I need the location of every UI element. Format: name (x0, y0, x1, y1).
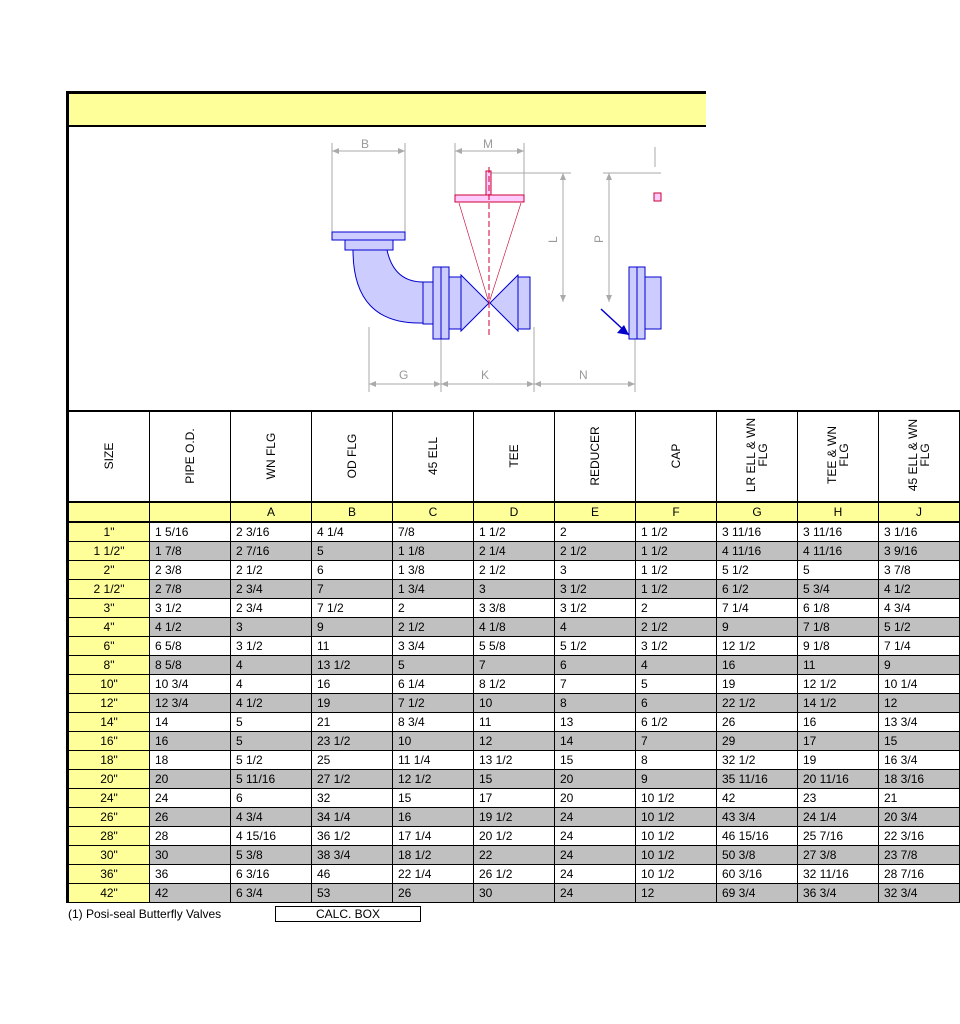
dimension-cell: 32 3/4 (879, 884, 960, 903)
table-letter-row (68, 502, 960, 522)
dimension-cell: 4 1/2 (150, 618, 231, 637)
dimension-cell: 24 (555, 865, 636, 884)
dimension-cell: 23 7/8 (879, 846, 960, 865)
dimension-cell: 28 7/16 (879, 865, 960, 884)
dimension-cell: 5 (636, 675, 717, 694)
dimension-cell: 17 (474, 789, 555, 808)
dimension-cell: 7 (636, 732, 717, 751)
dimension-cell: 6 (312, 561, 393, 580)
dimension-cell: 12 3/4 (150, 694, 231, 713)
dimension-cell: 38 3/4 (312, 846, 393, 865)
size-cell: 3" (68, 599, 150, 618)
dimension-cell: 3 11/16 (717, 522, 798, 542)
column-header-label: OD FLG (345, 433, 359, 479)
dimension-cell: 12 1/2 (393, 770, 474, 789)
dimension-cell: 3 3/8 (474, 599, 555, 618)
dim-label-k: K (481, 368, 490, 382)
size-cell: 30" (68, 846, 150, 865)
table-row (68, 827, 960, 846)
size-cell: 36" (68, 865, 150, 884)
dimension-cell: 7 (474, 656, 555, 675)
dimension-cell: 24 1/4 (798, 808, 879, 827)
dimension-cell: 17 1/4 (393, 827, 474, 846)
dimension-cell: 27 3/8 (798, 846, 879, 865)
title-bar-edge (66, 91, 69, 128)
dimension-cell: 12 (474, 732, 555, 751)
table-header-row (68, 411, 960, 502)
dimension-cell: 20 1/2 (474, 827, 555, 846)
title-bar (66, 91, 706, 127)
size-cell: 6" (68, 637, 150, 656)
dimension-cell: 20 (150, 770, 231, 789)
size-cell: 14" (68, 713, 150, 732)
dimension-cell: 9 1/8 (798, 637, 879, 656)
dimension-cell: 50 3/8 (717, 846, 798, 865)
column-header (68, 411, 150, 502)
dimension-cell: 6 (636, 694, 717, 713)
dimension-cell: 2 1/2 (231, 561, 312, 580)
dimension-cell: 32 1/2 (717, 751, 798, 770)
table-row (68, 865, 960, 884)
dimension-cell: 22 1/4 (393, 865, 474, 884)
column-header (798, 411, 879, 502)
column-header-label: WN FLG (264, 432, 278, 480)
dimension-cell: 8 (555, 694, 636, 713)
tee-fitting (601, 193, 661, 339)
column-letter: J (879, 502, 960, 522)
dimension-cell: 2 3/8 (150, 561, 231, 580)
dimension-cell: 16 (798, 713, 879, 732)
column-header-label: 45 ELL & WN FLG (906, 418, 932, 492)
column-letter: G (717, 502, 798, 522)
table-row (68, 637, 960, 656)
dimension-cell: 2 (393, 599, 474, 618)
dimension-cell: 24 (150, 789, 231, 808)
dimension-cell: 12 (879, 694, 960, 713)
dimension-cell: 5 3/4 (798, 580, 879, 599)
dimension-cell: 25 7/16 (798, 827, 879, 846)
column-header-label: REDUCER (588, 426, 602, 486)
dimension-cell: 16 (393, 808, 474, 827)
dimension-cell: 10 1/2 (636, 789, 717, 808)
dimension-cell: 4 15/16 (231, 827, 312, 846)
dimension-cell: 15 (555, 751, 636, 770)
dimension-cell: 23 (798, 789, 879, 808)
dimension-cell: 25 (312, 751, 393, 770)
dimension-cell: 3 9/16 (879, 542, 960, 561)
dimension-cell: 3 (231, 618, 312, 637)
dimension-cell: 4 11/16 (798, 542, 879, 561)
dimension-cell: 2 1/2 (555, 542, 636, 561)
table-row (68, 694, 960, 713)
table-row (68, 675, 960, 694)
dimension-cell: 3 1/2 (231, 637, 312, 656)
dimension-cell: 16 3/4 (879, 751, 960, 770)
dimension-cell: 18 (150, 751, 231, 770)
dimension-cell: 6 5/8 (150, 637, 231, 656)
dimension-cell: 32 (312, 789, 393, 808)
table-row (68, 732, 960, 751)
dimension-cell: 20 3/4 (879, 808, 960, 827)
column-header (555, 411, 636, 502)
dimension-cell: 13 1/2 (312, 656, 393, 675)
dimension-cell: 19 (717, 675, 798, 694)
dimension-cell: 2 (555, 522, 636, 542)
dimension-cell: 4 3/4 (231, 808, 312, 827)
dimension-cell: 42 (717, 789, 798, 808)
dimension-cell: 4 1/4 (312, 522, 393, 542)
size-cell: 1" (68, 522, 150, 542)
size-cell: 1 1/2" (68, 542, 150, 561)
dimension-cell: 3 1/2 (150, 599, 231, 618)
dimension-cell: 8 3/4 (393, 713, 474, 732)
table-row (68, 656, 960, 675)
dim-label-b: B (361, 137, 370, 151)
dimension-cell: 13 1/2 (474, 751, 555, 770)
table-row (68, 618, 960, 637)
dim-label-n: N (579, 368, 588, 382)
fittings-table (66, 410, 960, 903)
dimension-cell: 4 1/2 (879, 580, 960, 599)
dimension-cell: 2 1/4 (474, 542, 555, 561)
dimension-cell: 14 1/2 (798, 694, 879, 713)
dimension-cell: 1 3/4 (393, 580, 474, 599)
dimension-cell: 12 1/2 (798, 675, 879, 694)
dimension-cell: 15 (474, 770, 555, 789)
size-cell: 20" (68, 770, 150, 789)
dimension-cell: 2 1/2 (474, 561, 555, 580)
dimension-cell: 7 1/4 (717, 599, 798, 618)
dimension-cell: 11 (474, 713, 555, 732)
dimension-cell: 18 3/16 (879, 770, 960, 789)
column-header-label: PIPE O.D. (183, 428, 197, 484)
table-row (68, 522, 960, 542)
dimension-cell: 60 3/16 (717, 865, 798, 884)
column-header-label: TEE (507, 444, 521, 468)
footnote: (1) Posi-seal Butterfly Valves (68, 907, 222, 921)
dimension-cell: 6 1/4 (393, 675, 474, 694)
column-letter: A (231, 502, 312, 522)
dimension-cell: 24 (555, 846, 636, 865)
column-header (231, 411, 312, 502)
column-header (636, 411, 717, 502)
table-row (68, 542, 960, 561)
dimension-cell: 5 (393, 656, 474, 675)
dimension-cell: 10 1/4 (879, 675, 960, 694)
dimension-cell: 7 (555, 675, 636, 694)
column-header (312, 411, 393, 502)
dimension-cell: 4 (231, 656, 312, 675)
table-row (68, 751, 960, 770)
dimension-cell: 8 (636, 751, 717, 770)
dimension-cell: 3 1/2 (555, 580, 636, 599)
dimension-cell: 1 1/2 (636, 561, 717, 580)
dimension-cell: 69 3/4 (717, 884, 798, 903)
dimension-cell: 4 1/8 (474, 618, 555, 637)
dimension-cell: 15 (393, 789, 474, 808)
dimension-cell: 5 11/16 (231, 770, 312, 789)
dimension-cell: 34 1/4 (312, 808, 393, 827)
dimension-cell: 53 (312, 884, 393, 903)
dimension-cell: 5 5/8 (474, 637, 555, 656)
dimension-cell: 26 (717, 713, 798, 732)
column-letter: C (393, 502, 474, 522)
dimension-cell: 14 (150, 713, 231, 732)
dimension-cell: 16 (312, 675, 393, 694)
dimension-cell: 2 (636, 599, 717, 618)
dimension-cell: 6 1/2 (636, 713, 717, 732)
size-cell: 18" (68, 751, 150, 770)
column-header-label: SIZE (102, 442, 116, 470)
dim-label-l: L (546, 236, 560, 243)
table-row (68, 770, 960, 789)
dimension-cell: 5 1/2 (231, 751, 312, 770)
dimension-cell: 23 1/2 (312, 732, 393, 751)
table-row (68, 884, 960, 903)
dim-label-p: P (592, 234, 606, 243)
dimension-cell: 10 1/2 (636, 846, 717, 865)
dimension-cell: 9 (636, 770, 717, 789)
size-cell: 8" (68, 656, 150, 675)
dimension-cell: 12 1/2 (717, 637, 798, 656)
dimension-cell: 10 (393, 732, 474, 751)
size-cell: 2 1/2" (68, 580, 150, 599)
dimension-cell: 1 3/8 (393, 561, 474, 580)
dimension-cell: 19 1/2 (474, 808, 555, 827)
size-cell: 28" (68, 827, 150, 846)
column-header-label: CAP (669, 443, 683, 469)
dimension-cell: 1 1/2 (474, 522, 555, 542)
dimension-cell: 3 3/4 (393, 637, 474, 656)
dimension-cell: 8 5/8 (150, 656, 231, 675)
size-cell: 42" (68, 884, 150, 903)
dimension-cell: 9 (879, 656, 960, 675)
dimension-cell: 3 1/16 (879, 522, 960, 542)
dimension-cell: 1 1/2 (636, 542, 717, 561)
dimension-cell: 5 (231, 732, 312, 751)
dimension-cell: 2 3/16 (231, 522, 312, 542)
column-letter: D (474, 502, 555, 522)
dimension-cell: 6 1/8 (798, 599, 879, 618)
dimension-cell: 26 1/2 (474, 865, 555, 884)
dimension-cell: 10 1/2 (636, 865, 717, 884)
dimension-cell: 22 3/16 (879, 827, 960, 846)
column-letter (150, 502, 231, 522)
dimension-cell: 21 (312, 713, 393, 732)
dimension-cell: 17 (798, 732, 879, 751)
table-row (68, 713, 960, 732)
dimension-cell: 16 (717, 656, 798, 675)
dim-label-m: M (483, 137, 493, 151)
dimension-cell: 3 1/2 (636, 637, 717, 656)
dimension-cell: 4 1/2 (231, 694, 312, 713)
dimension-cell: 28 (150, 827, 231, 846)
dimension-cell: 24 (555, 827, 636, 846)
column-letter: H (798, 502, 879, 522)
column-header-label: TEE & WN FLG (825, 426, 851, 485)
dimension-cell: 18 1/2 (393, 846, 474, 865)
dimension-cell: 9 (717, 618, 798, 637)
dimension-cell: 9 (312, 618, 393, 637)
dimension-cell: 20 11/16 (798, 770, 879, 789)
dimension-cell: 7 1/4 (879, 637, 960, 656)
dimension-cell: 1 1/2 (636, 580, 717, 599)
dimension-cell: 4 (555, 618, 636, 637)
butterfly-valve (449, 167, 530, 337)
dimension-cell: 12 (636, 884, 717, 903)
dimension-cell: 11 (312, 637, 393, 656)
dimension-cell: 5 3/8 (231, 846, 312, 865)
table-row (68, 789, 960, 808)
dimension-cell: 3 11/16 (798, 522, 879, 542)
dimension-cell: 43 3/4 (717, 808, 798, 827)
column-header-label: 45 ELL (426, 436, 440, 476)
dimension-cell: 4 (231, 675, 312, 694)
dimension-cell: 4 11/16 (717, 542, 798, 561)
dimension-cell: 2 7/8 (150, 580, 231, 599)
dimension-cell: 26 (150, 808, 231, 827)
dimension-cell: 3 (474, 580, 555, 599)
calc-box[interactable]: CALC. BOX (275, 906, 421, 922)
dimension-cell: 6 (231, 789, 312, 808)
dimension-cell: 19 (798, 751, 879, 770)
dimension-cell: 1 7/8 (150, 542, 231, 561)
dimension-cell: 13 (555, 713, 636, 732)
dimension-cell: 3 1/2 (555, 599, 636, 618)
dimension-cell: 19 (312, 694, 393, 713)
dimension-cell: 7/8 (393, 522, 474, 542)
column-letter (68, 502, 150, 522)
dimension-cell: 10 3/4 (150, 675, 231, 694)
dimension-cell: 36 (150, 865, 231, 884)
dimension-cell: 36 3/4 (798, 884, 879, 903)
column-header-label: LR ELL & WN FLG (744, 417, 770, 493)
table-row (68, 808, 960, 827)
dimension-cell: 24 (555, 808, 636, 827)
size-cell: 16" (68, 732, 150, 751)
dimension-cell: 16 (150, 732, 231, 751)
table-row (68, 599, 960, 618)
dimension-cell: 10 1/2 (636, 808, 717, 827)
dimension-cell: 20 (555, 789, 636, 808)
dimension-cell: 6 1/2 (717, 580, 798, 599)
dimension-cell: 5 1/2 (879, 618, 960, 637)
table-row (68, 846, 960, 865)
dimension-cell: 5 1/2 (555, 637, 636, 656)
dimension-cell: 32 11/16 (798, 865, 879, 884)
dimension-cell: 1 1/2 (636, 522, 717, 542)
dimension-cell: 11 1/4 (393, 751, 474, 770)
dimension-cell: 46 15/16 (717, 827, 798, 846)
size-cell: 26" (68, 808, 150, 827)
dimension-cell: 8 1/2 (474, 675, 555, 694)
dimension-cell: 4 (636, 656, 717, 675)
dimension-cell: 1 1/8 (393, 542, 474, 561)
dimension-cell: 2 1/2 (636, 618, 717, 637)
dimension-cell: 30 (474, 884, 555, 903)
dimension-cell: 10 1/2 (636, 827, 717, 846)
dimension-cell: 24 (555, 884, 636, 903)
dimension-cell: 7 1/2 (312, 599, 393, 618)
dimension-cell: 42 (150, 884, 231, 903)
dimension-cell: 46 (312, 865, 393, 884)
dimension-cell: 5 (798, 561, 879, 580)
column-header (474, 411, 555, 502)
dimension-cell: 7 1/8 (798, 618, 879, 637)
dimension-cell: 7 (312, 580, 393, 599)
column-header (393, 411, 474, 502)
fittings-diagram (66, 127, 658, 412)
dimension-cell: 6 3/4 (231, 884, 312, 903)
dimension-cell: 6 3/16 (231, 865, 312, 884)
dimension-cell: 6 (555, 656, 636, 675)
dimension-cell: 22 (474, 846, 555, 865)
dimension-cell: 14 (555, 732, 636, 751)
column-letter: E (555, 502, 636, 522)
elbow-fitting (332, 232, 449, 339)
column-header (717, 411, 798, 502)
dimension-cell: 1 5/16 (150, 522, 231, 542)
dimension-cell: 20 (555, 770, 636, 789)
column-header (150, 411, 231, 502)
dimension-cell: 7 1/2 (393, 694, 474, 713)
dim-label-g: G (399, 368, 409, 382)
size-cell: 2" (68, 561, 150, 580)
dimension-cell: 11 (798, 656, 879, 675)
dimension-cell: 29 (717, 732, 798, 751)
dimension-cell: 22 1/2 (717, 694, 798, 713)
dimension-cell: 2 3/4 (231, 599, 312, 618)
dimension-cell: 5 1/2 (717, 561, 798, 580)
dimension-cell: 36 1/2 (312, 827, 393, 846)
fittings-diagram-svg (69, 127, 661, 412)
dimension-cell: 2 3/4 (231, 580, 312, 599)
size-cell: 10" (68, 675, 150, 694)
dimension-cell: 3 7/8 (879, 561, 960, 580)
dimension-cell: 10 (474, 694, 555, 713)
size-cell: 4" (68, 618, 150, 637)
column-header (879, 411, 960, 502)
column-letter: B (312, 502, 393, 522)
column-letter: F (636, 502, 717, 522)
dimension-cell: 3 (555, 561, 636, 580)
dimension-cell: 5 (231, 713, 312, 732)
dimension-cell: 30 (150, 846, 231, 865)
dimension-cell: 13 3/4 (879, 713, 960, 732)
dimension-cell: 4 3/4 (879, 599, 960, 618)
dimension-cell: 2 1/2 (393, 618, 474, 637)
dimension-cell: 35 11/16 (717, 770, 798, 789)
table-row (68, 580, 960, 599)
dimension-cell: 2 7/16 (231, 542, 312, 561)
table-row (68, 561, 960, 580)
dimension-cell: 5 (312, 542, 393, 561)
dimension-cell: 21 (879, 789, 960, 808)
size-cell: 12" (68, 694, 150, 713)
dimension-cell: 26 (393, 884, 474, 903)
size-cell: 24" (68, 789, 150, 808)
dimension-cell: 15 (879, 732, 960, 751)
dimension-cell: 27 1/2 (312, 770, 393, 789)
